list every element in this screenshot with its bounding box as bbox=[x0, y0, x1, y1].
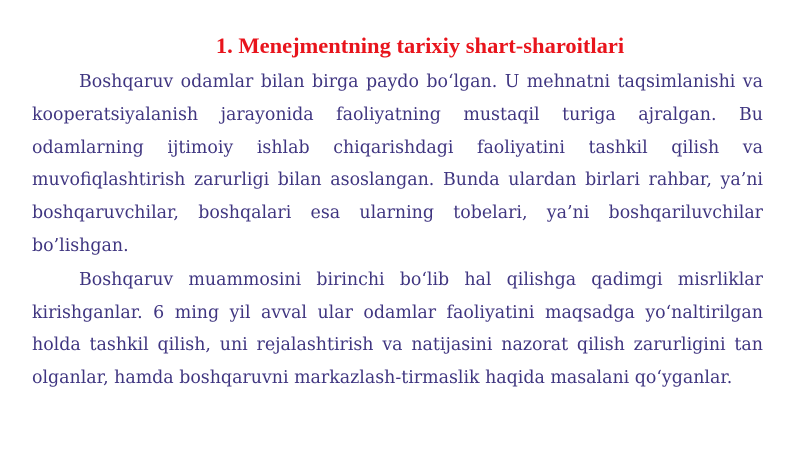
paragraph-2: Boshqaruv muammosini birinchi bo‘lib hal qilishga qadimgi misrliklar kirishganlar. 6 ming yil avval ular odamlar faoliyatini maqsadga yo‘naltirilgan holda tashkil qilish, uni rejalashtirish va natijasini nazorat qilish zarurligini tan olganlar, hamda boshqaruvni markazlash-tirmaslik haqida masalani qo‘yganlar. bbox=[32, 269, 763, 389]
slide-body bbox=[32, 66, 763, 395]
paragraph-1: Boshqaruv odamlar bilan birga paydo bo‘lgan. U mehnatni taqsimlanishi va kooperatsiyalanish jarayonida faoliyatning mustaqil turiga ajralgan. Bu odamlarning ijtimoiy ishlab chiqarishdagi faoliyatini tashkil qilish va muvofiqlashtirish zarurligi bilan asoslangan. Bunda ulardan birlari rahbar, ya’ni boshqaruvchilar, boshqalari esa ularning tobelari, ya’ni boshqariluvchilar bo’lishgan. bbox=[32, 72, 763, 256]
slide-title: 1. Menejmentning tarixiy shart-sharoitlari bbox=[215, 33, 625, 58]
